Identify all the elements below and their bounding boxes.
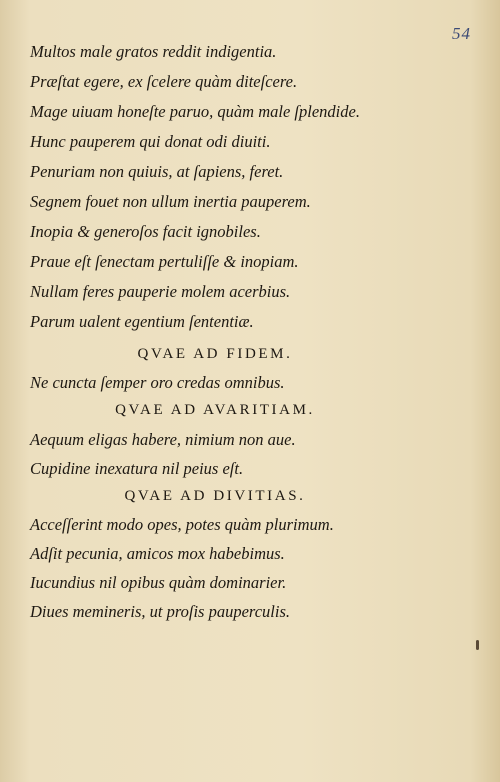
verse-line: Adſit pecunia, amicos mox habebimus. [30, 544, 285, 563]
verse-line: Praue eſt ſenectam pertuliſſe & inopiam. [30, 252, 299, 271]
verse-line: Acceſſerint modo opes, potes quàm plurimum. [30, 515, 334, 534]
verse-line: Penuriam non quiuis, at ſapiens, feret. [30, 162, 284, 181]
verse-line: Diues memineris, ut proſis pauperculis. [30, 602, 291, 621]
verse-line: Hunc pauperem qui donat odi diuiti. [30, 132, 271, 151]
section-heading: QVAE AD AVARITIAM. [115, 402, 315, 418]
section-heading: QVAE AD FIDEM. [137, 346, 293, 362]
section-heading: QVAE AD DIVITIAS. [124, 488, 306, 504]
verse-line: Præſtat egere, ex ſcelere quàm diteſcere. [30, 72, 298, 91]
verse-line: Multos male gratos reddit indigentia. [30, 42, 277, 61]
verse-line: Aequum eligas habere, nimium non aue. [30, 430, 296, 449]
ink-spot [476, 640, 479, 650]
page-number: 54 [452, 24, 471, 43]
verse-line: Iucundius nil opibus quàm dominarier. [30, 573, 287, 592]
verse-line: Inopia & generoſos facit ignobiles. [30, 222, 261, 241]
verse-line: Parum ualent egentium ſententiæ. [30, 312, 254, 331]
verse-line: Ne cuncta ſemper oro credas omnibus. [30, 373, 285, 392]
verse-line: Mage uiuam honeſte paruo, quàm male ſplendide. [30, 102, 360, 121]
verse-line: Cupidine inexatura nil peius eſt. [30, 459, 244, 478]
verse-line: Segnem fouet non ullum inertia pauperem. [30, 192, 311, 211]
verse-line: Nullam feres pauperie molem acerbius. [30, 282, 291, 301]
